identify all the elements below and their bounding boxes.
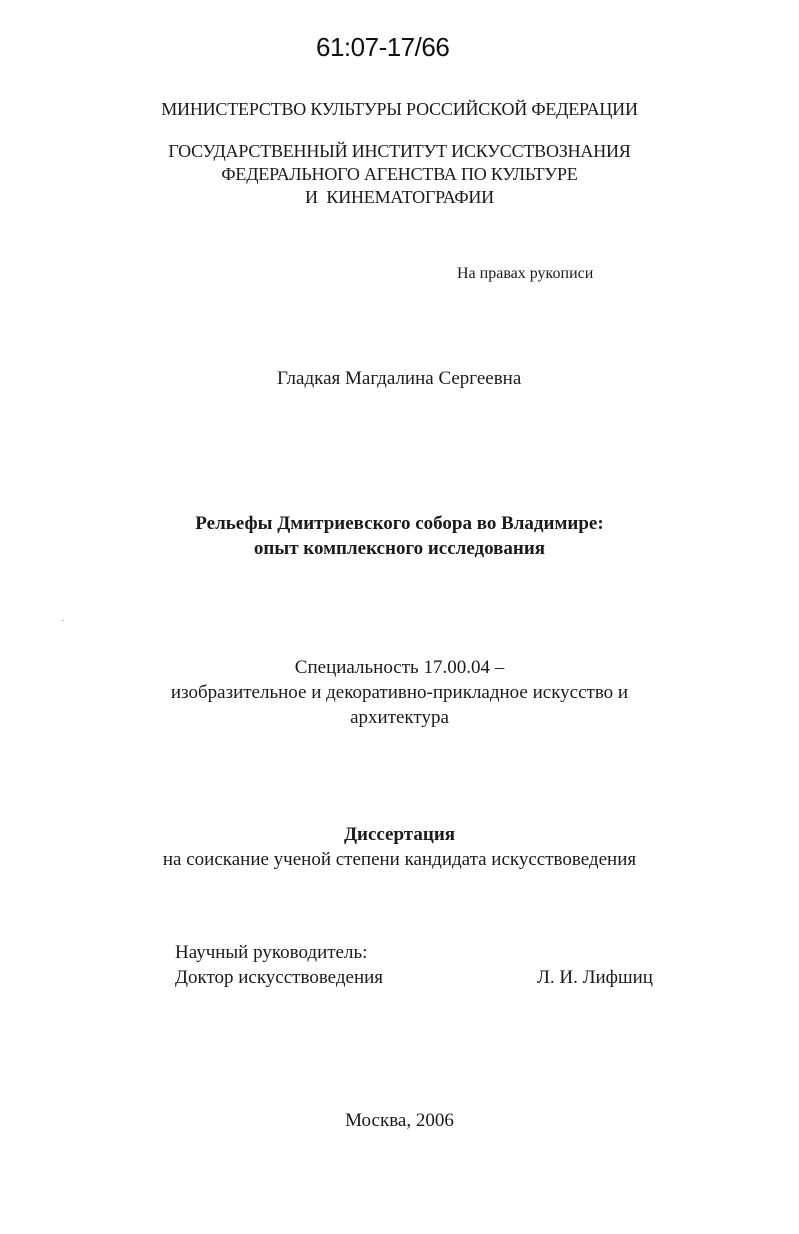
author-name: Гладкая Магдалина Сергеевна: [277, 368, 522, 389]
institute-line-1: ГОСУДАРСТВЕННЫЙ ИНСТИТУТ ИСКУССТВОЗНАНИЯ: [168, 141, 631, 161]
specialty-block: [0, 655, 799, 730]
institute-line-3: И КИНЕМАТОГРАФИИ: [305, 187, 494, 207]
dissertation-label: Диссертация: [343, 824, 456, 845]
scan-speck: [62, 620, 64, 621]
archive-stamp-number: 61:07-17/66: [316, 32, 450, 62]
dissertation-subtitle: на соискание ученой степени кандидата искусствоведения: [162, 849, 637, 870]
ministry-heading: МИНИСТЕРСТВО КУЛЬТУРЫ РОССИЙСКОЙ ФЕДЕРАЦИИ: [161, 99, 638, 119]
place-year: Москва, 2006: [345, 1110, 454, 1131]
specialty-line-1: Специальность 17.00.04 –: [294, 657, 505, 678]
dissertation-title: [0, 511, 799, 561]
rights-note: На правах рукописи: [457, 265, 594, 282]
title-line-2: опыт комплексного исследования: [253, 538, 546, 559]
supervisor-label: Научный руководитель:: [175, 942, 368, 963]
title-line-1: Рельефы Дмитриевского собора во Владимире:: [195, 513, 604, 534]
supervisor-degree: Доктор искусствоведения: [175, 967, 384, 988]
specialty-line-3: архитектура: [350, 707, 449, 728]
institute-heading: [0, 140, 799, 209]
specialty-line-2: изобразительное и декоративно-прикладное искусство и: [170, 682, 629, 703]
supervisor-name: Л. И. Лифшиц: [537, 967, 653, 988]
institute-line-2: ФЕДЕРАЛЬНОГО АГЕНСТВА ПО КУЛЬТУРЕ: [221, 164, 578, 184]
